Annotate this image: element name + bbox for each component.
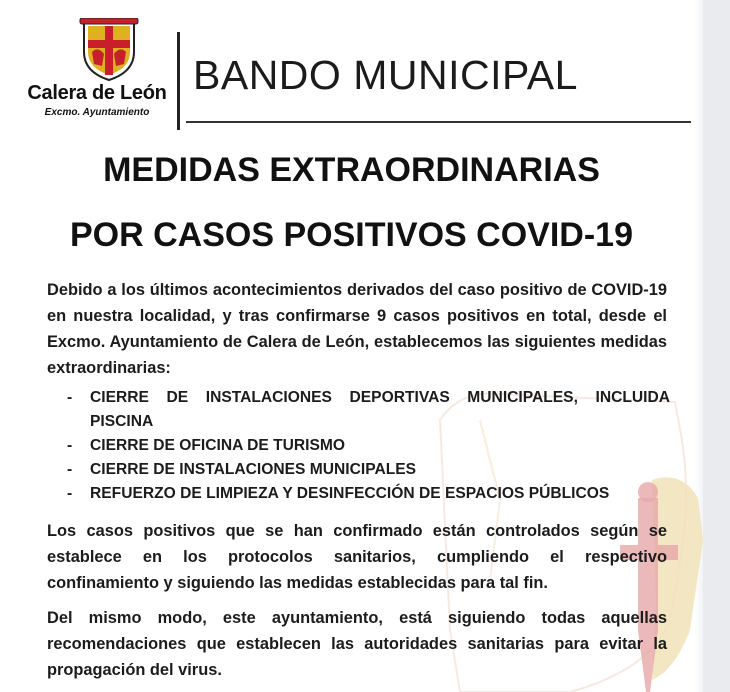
document-title: BANDO MUNICIPAL — [193, 52, 578, 98]
municipal-logo — [22, 18, 172, 118]
viewer-side-strip — [703, 0, 730, 692]
status-paragraph: Los casos positivos que se han confirmado están controlados según se establece en los protocolos sanitarios, cumpliendo el respectivo confinamiento y siguiendo las medidas establecidas para tal fin. — [47, 522, 667, 592]
measure-item: - CIERRE DE OFICINA DE TURISMO — [60, 434, 670, 458]
measure-item: - CIERRE DE INSTALACIONES MUNICIPALES — [60, 458, 670, 482]
recommendations-paragraph: Del mismo modo, este ayuntamiento, está siguiendo todas aquellas recomendaciones que establecen las autoridades sanitarias para evitar la propagación del virus. — [47, 609, 667, 679]
measures-list — [60, 386, 670, 506]
header-underline — [186, 121, 691, 123]
headline-line-1: MEDIDAS EXTRAORDINARIAS — [103, 151, 600, 189]
municipal-coat-of-arms-icon — [74, 18, 144, 82]
measure-item: - CIERRE DE INSTALACIONES DEPORTIVAS MUNICIPALES, INCLUIDA PISCINA — [60, 386, 670, 434]
header-divider — [177, 32, 180, 130]
measure-item: - REFUERZO DE LIMPIEZA Y DESINFECCIÓN DE ESPACIOS PÚBLICOS — [60, 482, 670, 506]
headline-line-2: POR CASOS POSITIVOS COVID-19 — [69, 216, 633, 254]
logo-subtitle: Excmo. Ayuntamiento — [44, 107, 150, 118]
logo-name: Calera de León — [27, 82, 167, 104]
intro-paragraph: Debido a los últimos acontecimientos derivados del caso positivo de COVID-19 en nuestra localidad, y tras confirmarse 9 casos positivos en total, desde el Excmo. Ayuntamiento de Calera de León, establecemos las siguientes medidas extraordinarias: — [47, 281, 667, 377]
